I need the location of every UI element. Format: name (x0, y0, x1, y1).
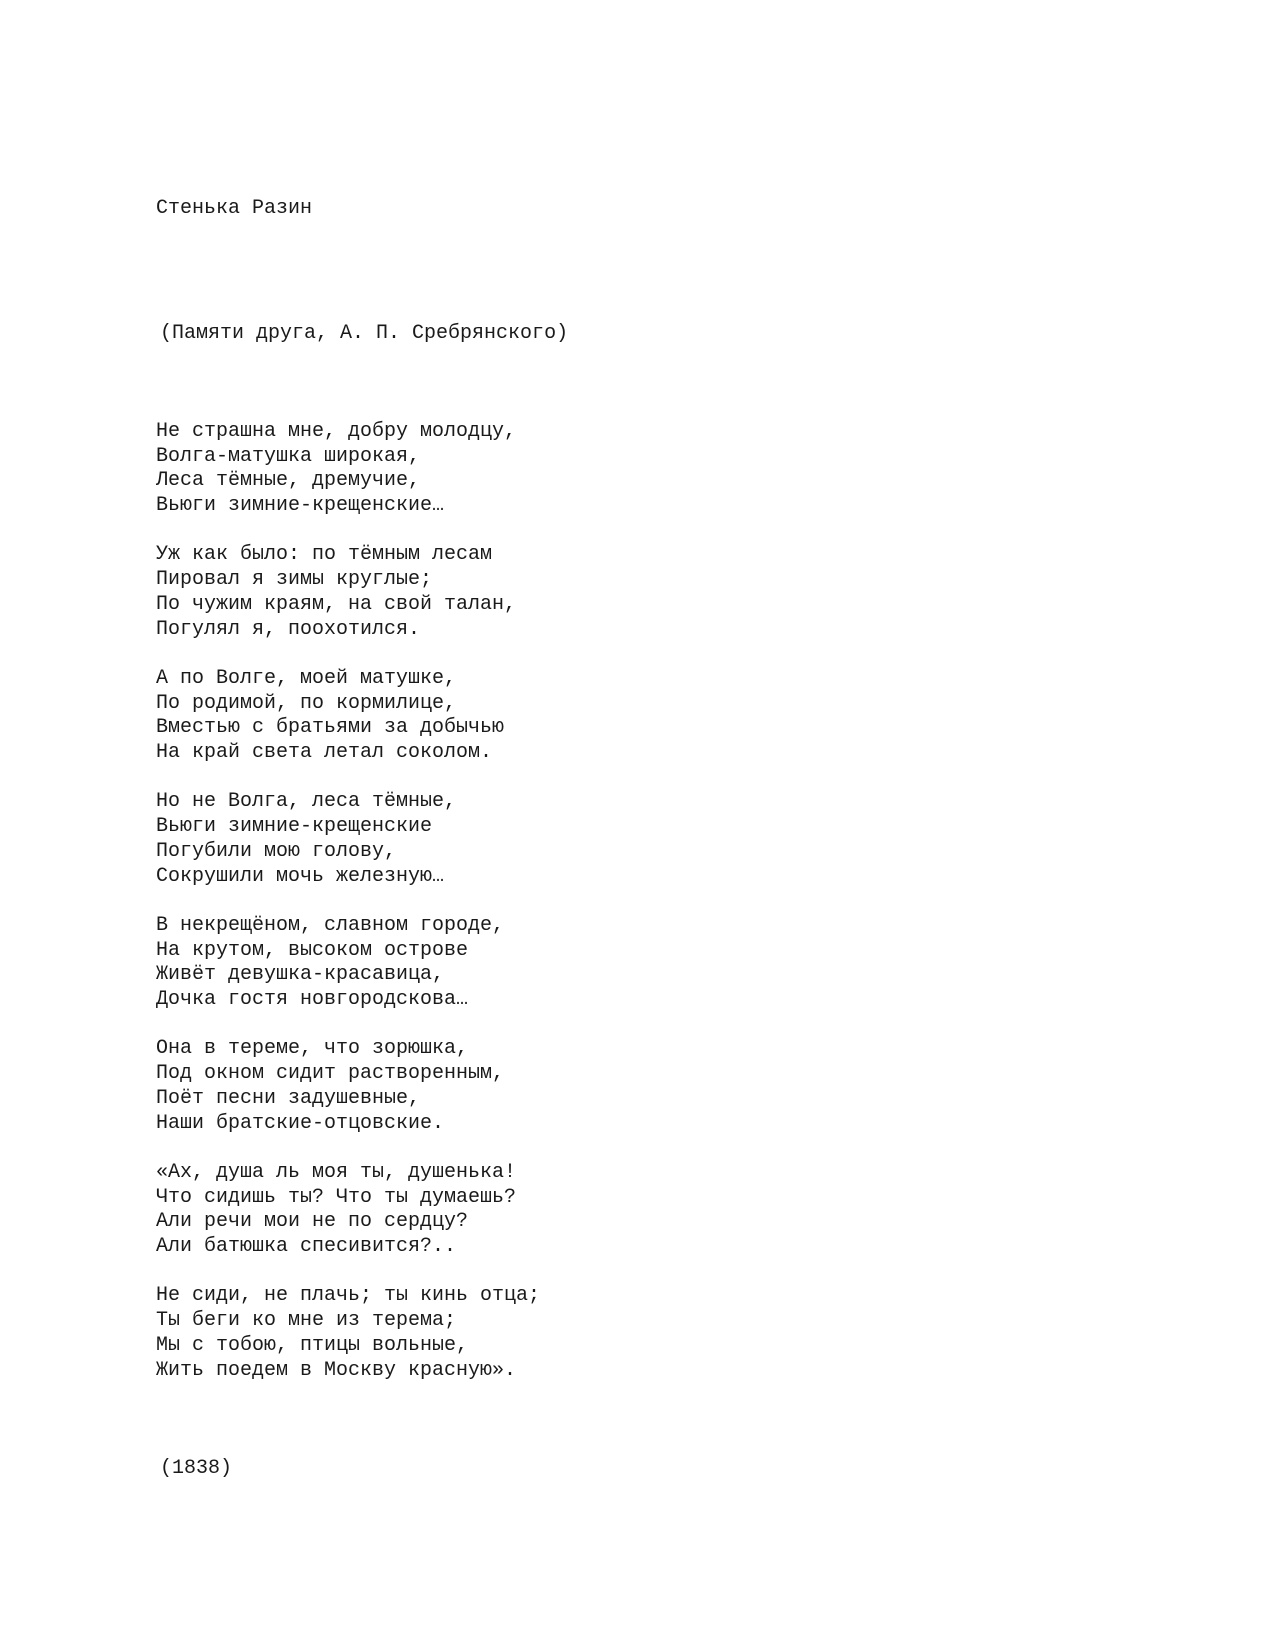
poem-line: Погулял я, поохотился. (156, 617, 421, 641)
poem-line: Дочка гостя новгородскова… (156, 988, 469, 1012)
poem-line: В некрещёном, славном городе, (156, 913, 505, 937)
poem-line: Жить поедем в Москву красную». (156, 1358, 517, 1382)
poem-line: Но не Волга, леса тёмные, (156, 790, 457, 814)
poem-line: Уж как было: по тёмным лесам (156, 543, 493, 567)
poem-line: Леса тёмные, дремучие, (156, 469, 421, 493)
poem-stanzas (156, 420, 1156, 1383)
poem-line: Под окном сидит растворенным, (156, 1062, 505, 1086)
poem-line: А по Волге, моей матушке, (156, 666, 457, 690)
poem-line: Наши братские-отцовские. (156, 1111, 445, 1135)
poem-stanza (156, 420, 1156, 519)
poem-line: Сокрушили мочь железную… (156, 864, 445, 888)
poem-stanza (156, 1161, 1156, 1260)
poem-line: Вместью с братьями за добычью (156, 716, 505, 740)
poem-stanza (156, 543, 1156, 642)
poem-line: «Ах, душа ль моя ты, душенька! (156, 1160, 517, 1184)
poem-line: Али батюшка спесивится?.. (156, 1235, 457, 1259)
poem-page (156, 148, 1156, 1507)
poem-line: На крутом, высоком острове (156, 938, 469, 962)
poem-line: Она в тереме, что зорюшка, (156, 1037, 469, 1061)
poem-line: Живёт девушка-красавица, (156, 963, 445, 987)
poem-line: Вьюги зимние-крещенские (156, 815, 433, 839)
poem-line: Не страшна мне, добру молодцу, (156, 419, 517, 443)
poem-line: Волга-матушка широкая, (156, 444, 421, 468)
poem-line: Мы с тобою, птицы вольные, (156, 1333, 469, 1357)
poem-date: (1838) (160, 1457, 233, 1481)
poem-line: Ты беги ко мне из терема; (156, 1309, 457, 1333)
poem-line: Погубили мою голову, (156, 839, 397, 863)
poem-line: Что сидишь ты? Что ты думаешь? (156, 1185, 517, 1209)
poem-line: Поёт песни задушевные, (156, 1086, 421, 1110)
poem-line: Не сиди, не плачь; ты кинь отца; (156, 1284, 541, 1308)
poem-dedication: (Памяти друга, А. П. Сребрянского) (160, 321, 569, 345)
poem-line: Али речи мои не по сердцу? (156, 1210, 469, 1234)
poem-line: По чужим краям, на свой талан, (156, 592, 517, 616)
poem-stanza (156, 790, 1156, 889)
poem-line: Вьюги зимние-крещенские… (156, 494, 445, 518)
poem-stanza (156, 1037, 1156, 1136)
poem-line: По родимой, по кормилице, (156, 691, 457, 715)
poem-line: Пировал я зимы круглые; (156, 568, 433, 592)
poem-stanza (156, 667, 1156, 766)
poem-title: Стенька Разин (156, 197, 313, 221)
poem-stanza (156, 914, 1156, 1013)
poem-stanza (156, 1284, 1156, 1383)
poem-line: На край света летал соколом. (156, 741, 493, 765)
